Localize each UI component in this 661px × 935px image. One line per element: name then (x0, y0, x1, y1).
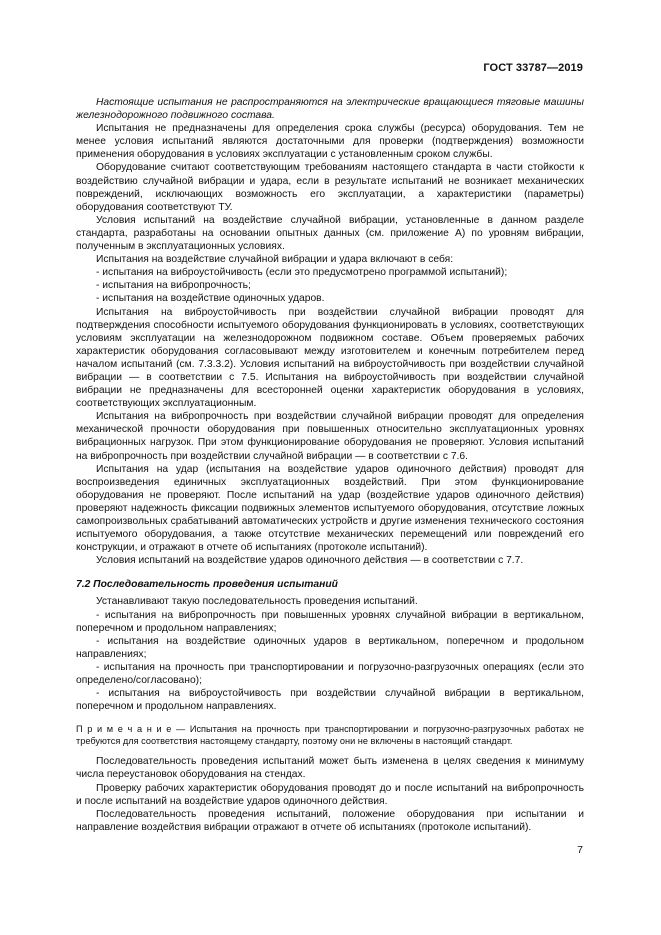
section-title-text: 7.2 Последовательность проведения испытаний (76, 579, 338, 591)
list-item: - испытания на вибропрочность; (96, 280, 251, 292)
paragraph: Испытания на воздействие случайной вибрации и удара включают в себя: (96, 254, 454, 266)
paragraph: Последовательность проведения испытаний, положение оборудования при испытании и направление воздействия вибрации отражают в отчете об испытаниях (протоколе испытаний). (76, 808, 584, 833)
section-title (76, 578, 584, 591)
section-intro: Устанавливают такую последовательность проведения испытаний. (96, 596, 418, 608)
paragraph: Проверку рабочих характеристик оборудования проводят до и после испытаний на вибропрочность и после испытаний на воздействие ударов одиночного действия. (76, 782, 584, 807)
list-item: - испытания на воздействие одиночных ударов. (96, 293, 325, 305)
paragraph: Испытания на вибропрочность при воздействии случайной вибрации проводят для определения механической прочности оборудования при повышенных относительно эксплуатационных уровнях вибрационных нагрузок. При этом функционирование оборудования не проверяют. Условия испытаний на вибропрочность при воздействии случайной вибрации — в соответствии с 7.6. (76, 411, 584, 462)
paragraph: Испытания на удар (испытания на воздействие ударов одиночного действия) проводят для воспроизведения единичных эксплуатационных воздействий. При этом функционирование оборудования не проверяют. После испытаний на удар (воздействие ударов одиночного действия) проверяют надежность фиксации подвижных элементов испытуемого оборудования, отсутствие ложных самопроизвольных срабатываний автоматических устройств и другие изменения технического состояния испытуемого оборудования, а также отсутствие механических перемещений или повреждений его конструкции, и отражают в отчете об испытаниях (протоколе испытаний). (76, 463, 584, 554)
page-number: 7 (577, 844, 583, 856)
note-label: П р и м е ч а н и е (76, 724, 172, 735)
document-body (76, 96, 584, 834)
note (76, 723, 584, 747)
paragraph: Испытания на виброустойчивость при воздействии случайной вибрации проводят для подтверждения способности испытуемого оборудования функционировать в условиях, соответствующих условиям эксплуатации на железнодорожном подвижном составе. Объем проверяемых рабочих характеристик оборудования согласовывают между изготовителем и конечным потребителем перед началом испытаний (см. 7.3.3.2). Условия испытаний на виброустойчивость при воздействии случайной вибрации — в соответствии с 7.5. Испытания на виброустойчивость при воздействии случайной вибрации не предназначены для всесторонней оценки характеристик оборудования в условиях, соответствующих эксплуатационным. (76, 306, 584, 410)
paragraph: Условия испытаний на воздействие ударов одиночного действия — в соответствии с 7.7. (96, 555, 524, 567)
paragraph: Последовательность проведения испытаний может быть изменена в целях сведения к минимуму числа переустановок оборудования на стендах. (76, 756, 584, 781)
paragraph: Условия испытаний на воздействие случайной вибрации, установленные в данном разделе стандарта, разработаны на основании опытных данных (см. приложение А) по уровням вибрации, полученным в эксплуатационных условиях. (76, 214, 584, 253)
list-item: - испытания на виброустойчивость (если это предусмотрено программой испытаний); (96, 267, 508, 279)
document-code: ГОСТ 33787—2019 (483, 62, 583, 74)
list-item: - испытания на прочность при транспортировании и погрузочно-разгрузочных операциях (если это определено/согласовано); (76, 661, 584, 687)
list-item: - испытания на воздействие одиночных ударов в вертикальном, поперечном и продольном направлениях; (76, 635, 584, 660)
paragraph: Настоящие испытания не распространяются на электрические вращающиеся тяговые машины железнодорожного подвижного состава. (76, 97, 584, 122)
list-item: - испытания на виброустойчивость при воздействии случайной вибрации в вертикальном, поперечном и продольном направлениях. (76, 688, 584, 713)
note-text: — Испытания на прочность при транспортировании и погрузочно-разгрузочных работах не требуются для соответствия настоящему стандарту, поэтому они не включены в настоящий стандарт. (76, 724, 585, 747)
paragraph: Оборудование считают соответствующим требованиям настоящего стандарта в части стойкости к воздействию случайной вибрации и удара, если в результате испытаний не возникает механических повреждений, исключающих возможность его эксплуатации, а характеристики (параметры) оборудования соответствуют ТУ. (76, 162, 584, 213)
paragraph: Испытания не предназначены для определения срока службы (ресурса) оборудования. Тем не менее условия испытаний являются достаточными для проверки (подтверждения) возможности применения оборудования в условиях эксплуатации с установленным сроком службы. (76, 123, 584, 161)
list-item: - испытания на вибропрочность при повышенных уровнях случайной вибрации в вертикальном, поперечном и продольном направлениях; (76, 609, 584, 634)
